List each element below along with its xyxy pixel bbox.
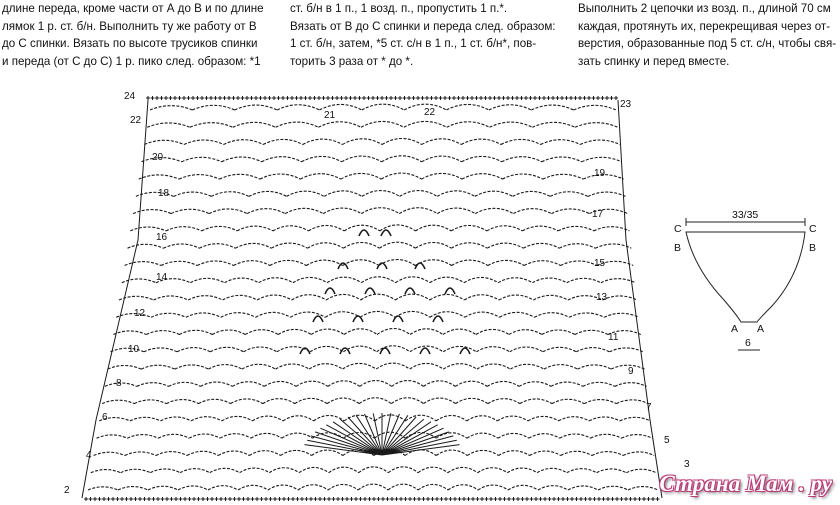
schematic-outline [686,232,805,322]
row-number-left: 20 [152,152,164,163]
row-number-right: 23 [620,99,632,110]
text-line: 1 ст. б/н, затем, *5 ст. с/н в 1 п., 1 ст. б/н*, пов- [290,37,537,50]
point-b-left: B [674,242,682,254]
text-line: длине переда, кроме части от А до В и по длине [2,2,264,15]
row-number-left: 22 [130,115,142,126]
text-line: Вязать от В до С спинки и переда след. образом: [290,19,556,33]
point-a-left: A [731,323,739,335]
text-line: лямок 1 р. ст. б/н. Выполнить ту же работу от В [2,19,257,33]
row-number-left: 8 [116,378,122,389]
row-number-left: 24 [124,91,136,102]
point-c-right: C [809,223,817,235]
text-line: до С спинки. Вязать по высоте трусиков спинки [2,37,258,50]
point-c-left: C [674,223,682,235]
panty-schematic [674,209,817,350]
row-number-right: 21 [324,110,336,121]
row-number-left: 10 [128,344,140,355]
row-number-left: 2 [64,485,70,496]
row-number-right: 13 [596,292,608,303]
text-line: ст. б/н в 1 п., 1 возд. п., пропустить 1 п.*. [290,2,508,15]
row-number-right: 15 [594,258,606,269]
row-number-right: 19 [594,168,606,179]
row-number-left: 18 [158,188,170,199]
row-number-right: 22 [424,107,436,118]
row-number-left: 16 [156,232,168,243]
crotch-width-label: 6 [745,337,751,349]
text-line: торить 3 раза от * до *. [290,54,414,68]
row-number-left: 14 [156,272,168,283]
row-number-right: 3 [684,459,690,470]
text-line: верстия, образованные под 5 ст. с/н, чтобы свя- [578,37,837,50]
text-line: каждая, протянуть их, перекрещивая через от- [578,19,831,33]
row-number-left: 12 [134,308,146,319]
stitch-pattern [82,96,662,501]
row-number-right: 17 [592,209,604,220]
row-number-right: 11 [608,332,619,343]
row-number-right: 7 [646,402,652,413]
text-line: зать спинку и перед вместе. [578,54,730,68]
row-number-right: 5 [664,435,670,446]
point-b-right: B [809,242,817,254]
row-number-left: 6 [102,412,108,423]
row-number-right: 9 [628,366,634,377]
row-number-left: 4 [86,450,92,461]
text-line: и переда (от С до С) 1 р. пико след. образом: *1 [2,54,261,68]
point-a-right: A [757,323,765,335]
width-label: 33/35 [732,209,759,221]
site-watermark: Страна Мам . ру [659,471,832,496]
row-numbers [64,91,690,496]
text-line: Выполнить 2 цепочки из возд. п., длиной 70 см [578,2,831,15]
